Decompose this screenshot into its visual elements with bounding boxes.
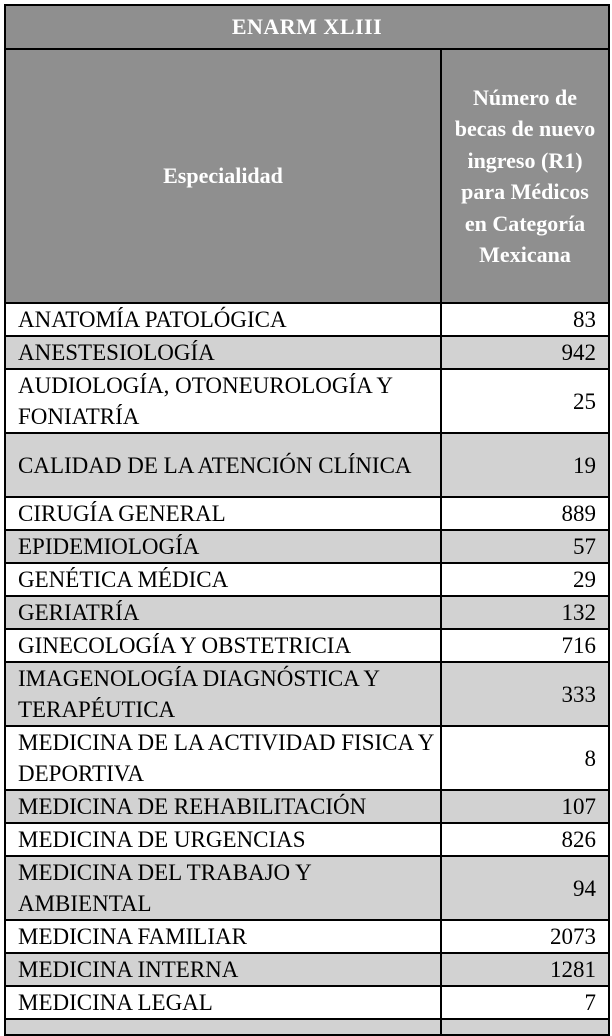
scholarship-count: 889	[441, 497, 609, 530]
table-row	[5, 986, 609, 1019]
specialty-name: MEDICINA DE LA ACTIVIDAD FISICA Y DEPORTIVA	[5, 726, 441, 790]
specialty-name: MEDICINA INTERNA	[5, 953, 441, 986]
table-row	[5, 369, 609, 433]
specialty-name: ANATOMÍA PATOLÓGICA	[5, 303, 441, 336]
table-row	[5, 497, 609, 530]
table-row	[5, 726, 609, 790]
scholarship-count: 942	[441, 336, 609, 369]
specialty-name: MEDICINA FAMILIAR	[5, 920, 441, 953]
table-row	[5, 856, 609, 920]
table-cell-empty	[5, 1019, 441, 1035]
specialty-name: MEDICINA LEGAL	[5, 986, 441, 1019]
specialty-name: MEDICINA DE REHABILITACIÓN	[5, 790, 441, 823]
specialty-name: GINECOLOGÍA Y OBSTETRICIA	[5, 629, 441, 662]
scholarship-count: 25	[441, 369, 609, 433]
table-row	[5, 530, 609, 563]
table-row	[5, 823, 609, 856]
specialty-name: IMAGENOLOGÍA DIAGNÓSTICA Y TERAPÉUTICA	[5, 662, 441, 726]
scholarship-count: 107	[441, 790, 609, 823]
specialty-name: GENÉTICA MÉDICA	[5, 563, 441, 596]
specialty-name: ANESTESIOLOGÍA	[5, 336, 441, 369]
count-column-header: Número de becas de nuevo ingreso (R1) para Médicos en Categoría Mexicana	[441, 49, 609, 303]
table-row	[5, 303, 609, 336]
scholarship-count: 57	[441, 530, 609, 563]
table-cell-empty	[441, 1019, 609, 1035]
scholarship-count: 2073	[441, 920, 609, 953]
specialty-name: GERIATRÍA	[5, 596, 441, 629]
scholarship-count: 1281	[441, 953, 609, 986]
scholarship-count: 132	[441, 596, 609, 629]
table-row	[5, 790, 609, 823]
scholarship-count: 826	[441, 823, 609, 856]
scholarship-count: 94	[441, 856, 609, 920]
specialties-table	[4, 4, 610, 1036]
scholarship-count: 29	[441, 563, 609, 596]
table-row	[5, 920, 609, 953]
scholarship-count: 7	[441, 986, 609, 1019]
table-row	[5, 953, 609, 986]
table-row	[5, 433, 609, 497]
scholarship-count: 19	[441, 433, 609, 497]
table-row	[5, 563, 609, 596]
table-row-partial	[5, 1019, 609, 1035]
table-row	[5, 629, 609, 662]
specialty-name: MEDICINA DEL TRABAJO Y AMBIENTAL	[5, 856, 441, 920]
specialty-name: CIRUGÍA GENERAL	[5, 497, 441, 530]
scholarship-count: 333	[441, 662, 609, 726]
scholarship-count: 8	[441, 726, 609, 790]
table-title: ENARM XLIII	[5, 5, 609, 49]
specialty-column-header: Especialidad	[5, 49, 441, 303]
specialty-name: EPIDEMIOLOGÍA	[5, 530, 441, 563]
specialty-name: AUDIOLOGÍA, OTONEUROLOGÍA Y FONIATRÍA	[5, 369, 441, 433]
scholarship-count: 83	[441, 303, 609, 336]
specialty-name: CALIDAD DE LA ATENCIÓN CLÍNICA	[5, 433, 441, 497]
specialty-name: MEDICINA DE URGENCIAS	[5, 823, 441, 856]
scholarship-count: 716	[441, 629, 609, 662]
table-row	[5, 336, 609, 369]
table-row	[5, 662, 609, 726]
table-row	[5, 596, 609, 629]
